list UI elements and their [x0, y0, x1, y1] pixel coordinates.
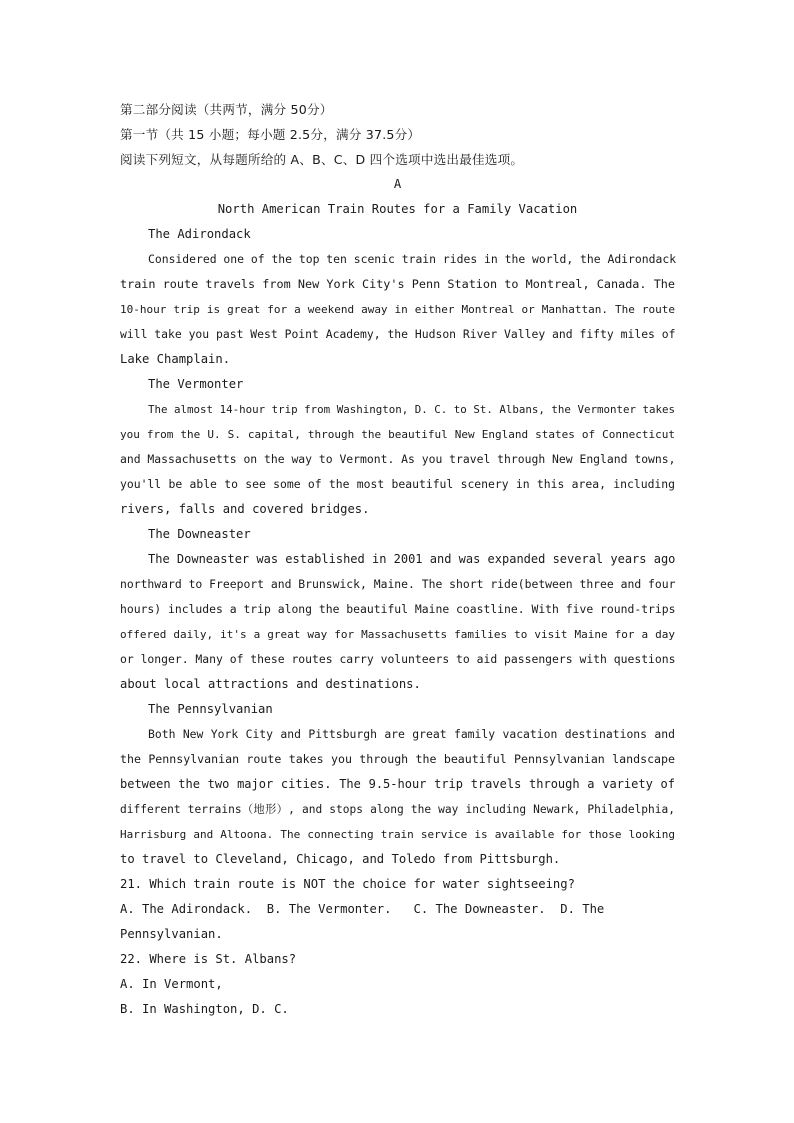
paragraph-line: The Downeaster was established in 2001 and was expanded several years ago: [148, 552, 676, 566]
paragraph-line: 10-hour trip is great for a weekend away in either Montreal or Manhattan. The route: [120, 303, 675, 316]
instruction-text: 阅读下列短文，从每题所给的 A、B、C、D 四个选项中选出最佳选项。: [120, 152, 524, 167]
route-heading: The Downeaster: [148, 527, 251, 541]
paragraph-line: about local attractions and destinations.: [120, 677, 421, 691]
paragraph-line: between the two major cities. The 9.5-hour trip travels through a variety of: [120, 777, 675, 791]
route-heading: The Adirondack: [148, 227, 251, 241]
part-heading: 第二部分阅读（共两节，满分 50分）: [120, 102, 333, 117]
paragraph-line: the Pennsylvanian route takes you through the beautiful Pennsylvanian landscape: [120, 752, 675, 766]
question-options: Pennsylvanian.: [120, 927, 223, 941]
paragraph-line: you'll be able to see some of the most beautiful scenery in this area, including: [120, 477, 675, 491]
paragraph-line: to travel to Cleveland, Chicago, and Toledo from Pittsburgh.: [120, 852, 561, 866]
question-stem: 22. Where is St. Albans?: [120, 952, 297, 966]
paragraph-line: Lake Champlain.: [120, 352, 231, 366]
paragraph-line: rivers, falls and covered bridges.: [120, 502, 370, 516]
paragraph-line: you from the U. S. capital, through the beautiful New England states of Connecticut: [120, 428, 675, 441]
paragraph-line: offered daily, it's a great way for Massachusetts families to visit Maine for a day: [120, 628, 675, 641]
section-heading: 第一节（共 15 小题；每小题 2.5分，满分 37.5分）: [120, 127, 421, 142]
paragraph-line: hours) includes a trip along the beautiful Maine coastline. With five round-trips: [120, 602, 676, 616]
paragraph-line: Both New York City and Pittsburgh are great family vacation destinations and: [148, 727, 675, 741]
passage-letter: A: [393, 177, 402, 191]
passage-title: North American Train Routes for a Family Vacation: [217, 202, 578, 216]
route-heading: The Vermonter: [148, 377, 244, 391]
question-option: B. In Washington, D. C.: [120, 1002, 289, 1016]
paragraph-line: Harrisburg and Altoona. The connecting train service is available for those looking: [120, 828, 675, 841]
paragraph-line: or longer. Many of these routes carry volunteers to aid passengers with questions: [120, 652, 676, 666]
paragraph-line: different terrains（地形）, and stops along the way including Newark, Philadelphia,: [120, 803, 675, 816]
question-option: A. In Vermont,: [120, 977, 223, 991]
paragraph-line: The almost 14-hour trip from Washington, D. C. to St. Albans, the Vermonter takes: [148, 403, 675, 416]
route-heading: The Pennsylvanian: [148, 702, 273, 716]
paragraph-line: will take you past West Point Academy, the Hudson River Valley and fifty miles of: [120, 327, 676, 341]
question-options: A. The Adirondack. B. The Vermonter. C. The Downeaster. D. The: [120, 902, 605, 916]
paragraph-line: northward to Freeport and Brunswick, Maine. The short ride(between three and four: [120, 577, 676, 591]
paragraph-line: and Massachusetts on the way to Vermont. As you travel through New England towns,: [120, 452, 676, 466]
question-stem: 21. Which train route is NOT the choice for water sightseeing?: [120, 877, 575, 891]
paragraph-line: Considered one of the top ten scenic train rides in the world, the Adirondack: [148, 252, 677, 266]
exam-page: [120, 97, 675, 1022]
paragraph-line: train route travels from New York City's Penn Station to Montreal, Canada. The: [120, 277, 675, 291]
